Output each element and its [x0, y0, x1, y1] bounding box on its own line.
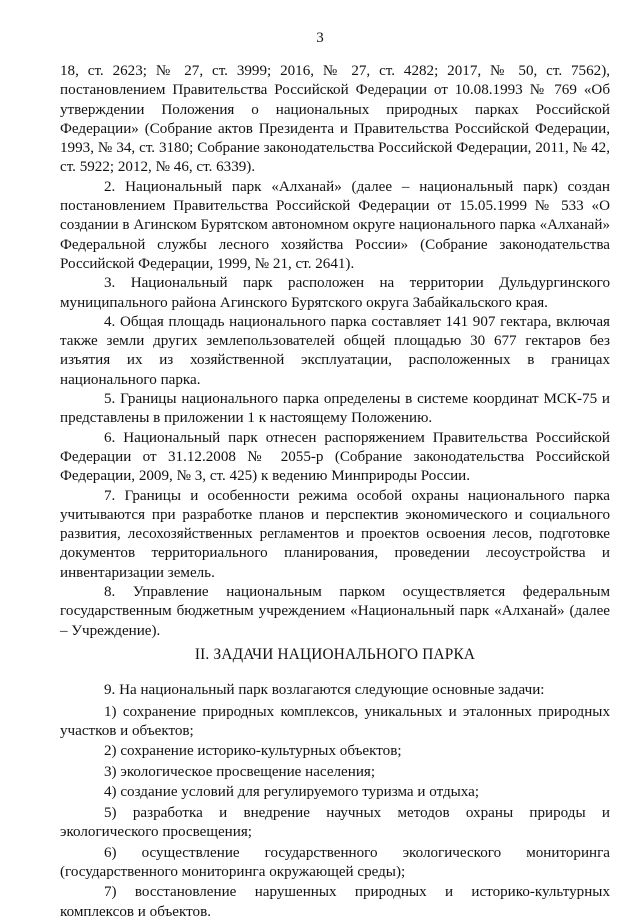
paragraph-2: 2. Национальный парк «Алханай» (далее – национальный парк) создан постановлением Правительства Российской Федерации от 15.05.1999 № 533 «О создании в Агинском Бурятском автономном округе национального парка «Алханай» Федеральной службы лесного хозяйства России» (Собрание законодательства Российской Федерации, 1999, № 21, ст. 2641). [60, 178, 610, 272]
paragraph-4: 4. Общая площадь национального парка составляет 141 907 гектара, включая также земли других землепользователей общей площадью 30 677 гектаров без изъятия их из хозяйственной эксплуатации, расположенных в границах национального парка. [60, 313, 610, 388]
task-item-4: 4) создание условий для регулируемого туризма и отдыха; [104, 784, 480, 801]
paragraph-6: 6. Национальный парк отнесен распоряжением Правительства Российской Федерации от 31.12.2008 № 2055-р (Собрание законодательства Российской Федерации, 2009, № 3, ст. 425) к ведению Минприроды России. [60, 429, 610, 485]
paragraph-continuation: 18, ст. 2623; № 27, ст. 3999; 2016, № 27, ст. 4282; 2017, № 50, ст. 7562), постановлением Правительства Российской Федерации от 10.08.1993 № 769 «Об утверждении Положения о национальных природных парках Российской Федерации» (Собрание актов Президента и Правительства Российской Федерации, 1993, № 34, ст. 3180; Собрание законодательства Российской Федерации, 2011, № 42, ст. 5922; 2012, № 46, ст. 6339). [60, 63, 610, 176]
document-body [60, 62, 610, 923]
paragraph-5: 5. Границы национального парка определены в системе координат МСК-75 и представлены в приложении 1 к настоящему Положению. [60, 391, 610, 427]
task-item-5: 5) разработка и внедрение научных методов охраны природы и экологического просвещения; [60, 804, 610, 841]
task-item-3: 3) экологическое просвещение населения; [104, 763, 376, 780]
task-item-1: 1) сохранение природных комплексов, уникальных и эталонных природных участков и объектов; [60, 703, 610, 739]
paragraph-7: 7. Границы и особенности режима особой охраны национального парка учитываются при разработке планов и перспектив экономического и социального развития, лесохозяйственных регламентов и проектов освоения лесов, подготовке документов территориального планирования, проведении лесоустройства и инвентаризации земель. [60, 487, 610, 581]
task-item-2: 2) сохранение историко-культурных объектов; [104, 743, 402, 760]
task-item-7: 7) восстановление нарушенных природных и историко-культурных комплексов и объектов. [60, 884, 610, 920]
paragraph-8: 8. Управление национальным парком осуществляется федеральным государственным бюджетным учреждением «Национальный парк «Алханай» (далее – Учреждение). [60, 584, 610, 639]
task-item-6: 6) осуществление государственного экологического мониторинга (государственного мониторинга окружающей среды); [60, 844, 610, 880]
paragraph-3: 3. Национальный парк расположен на территории Дульдургинского муниципального района Агинского Бурятского округа Забайкальского края. [60, 275, 610, 311]
tasks-intro: 9. На национальный парк возлагаются следующие основные задачи: [104, 682, 545, 699]
page-number: 3 [316, 30, 324, 46]
section-heading: II. ЗАДАЧИ НАЦИОНАЛЬНОГО ПАРКА [194, 645, 476, 663]
